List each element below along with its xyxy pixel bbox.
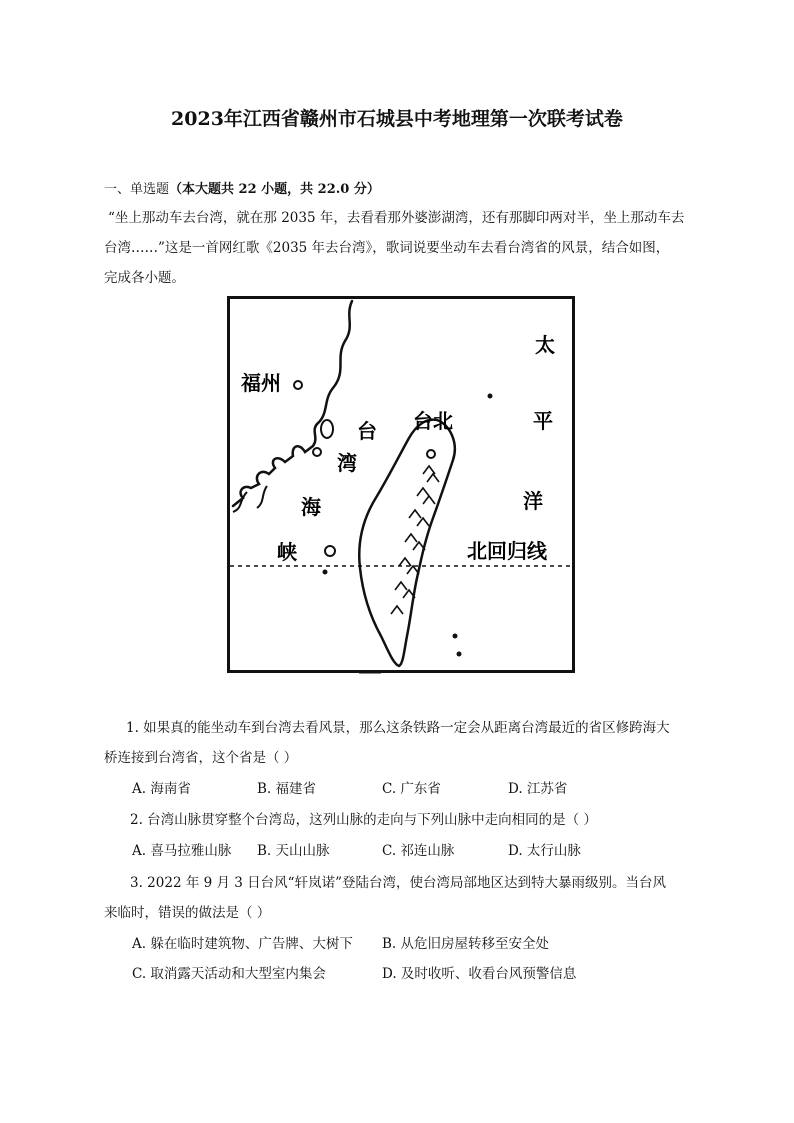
q2-option-c[interactable]: C. 祁连山脉 [382,843,455,859]
exam-title: 2023年江西省赣州市石城县中考地理第一次联考试卷 [171,108,623,130]
intro-line-2: 台湾……”这是一首网红歌《2035 年去台湾》，歌词说要坐动车去看台湾省的风景，结合如图， [104,240,670,256]
q3-option-c[interactable]: C. 取消露天活动和大型室内集会 [132,966,326,982]
island-mark [313,448,321,456]
taibei-city-dot [427,450,435,458]
penghu-island [323,570,328,575]
q2-option-d[interactable]: D. 太行山脉 [508,843,581,859]
taibei-label: 台北 [413,409,453,433]
taiwan-map [227,296,575,674]
island-mark [321,420,333,438]
question-1-line-2: 桥连接到台湾省，这个省是（ ） [104,750,298,766]
fuzhou-city-dot [294,381,302,389]
intro-paragraph [104,203,700,293]
question-3-line-2: 来临时，错误的做法是（ ） [104,905,271,921]
section-label: 一、单选题 [104,182,170,197]
q3-option-d[interactable]: D. 及时收听、收看台风预警信息 [382,966,577,982]
q1-option-d[interactable]: D. 江苏省 [508,781,568,797]
penghu-island [325,546,335,556]
strait-label-1: 台 [357,419,377,443]
section-heading [104,178,380,197]
question-1-line-1: 1. 如果真的能坐动车到台湾去看风景，那么这条铁路一定会从距离台湾最近的省区修跨海大 [126,720,670,736]
question-3-line-1: 3. 2022 年 9 月 3 日台风“轩岚诺”登陆台湾，使台湾局部地区达到特大暴雨级别。当台风 [130,875,666,891]
fuzhou-label: 福州 [241,371,281,395]
ocean-label-1: 太 [535,333,555,357]
ocean-label-3: 洋 [523,489,543,513]
q3-option-b[interactable]: B. 从危旧房屋转移至安全处 [382,936,550,952]
island-dot [453,634,458,639]
intro-line-1: “坐上那动车去台湾，就在那 2035 年，去看看那外婆澎湖湾，还有那脚印两对半，坐上那动车去 [108,210,685,226]
q3-option-a[interactable]: A. 躲在临时建筑物、广告牌、大树下 [132,936,353,952]
question-2-line-1: 2. 台湾山脉贯穿整个台湾岛，这列山脉的走向与下列山脉中走向相同的是（ ） [130,812,597,828]
ocean-label-2: 平 [533,409,553,433]
q2-option-b[interactable]: B. 天山山脉 [257,843,330,859]
q1-option-b[interactable]: B. 福建省 [257,781,317,797]
section-info: （本大题共 22 小题，共 22.0 分） [169,182,380,197]
intro-line-3: 完成各小题。 [104,270,185,286]
q2-option-a[interactable]: A. 喜马拉雅山脉 [132,843,232,859]
island-dot [488,394,493,399]
strait-label-3: 海 [301,495,321,519]
q1-option-a[interactable]: A. 海南省 [132,781,191,797]
strait-label-2: 湾 [337,451,357,475]
island-dot [457,652,462,657]
strait-label-4: 峡 [277,540,297,564]
tropic-label: 北回归线 [467,539,547,563]
q1-option-c[interactable]: C. 广东省 [382,781,441,797]
